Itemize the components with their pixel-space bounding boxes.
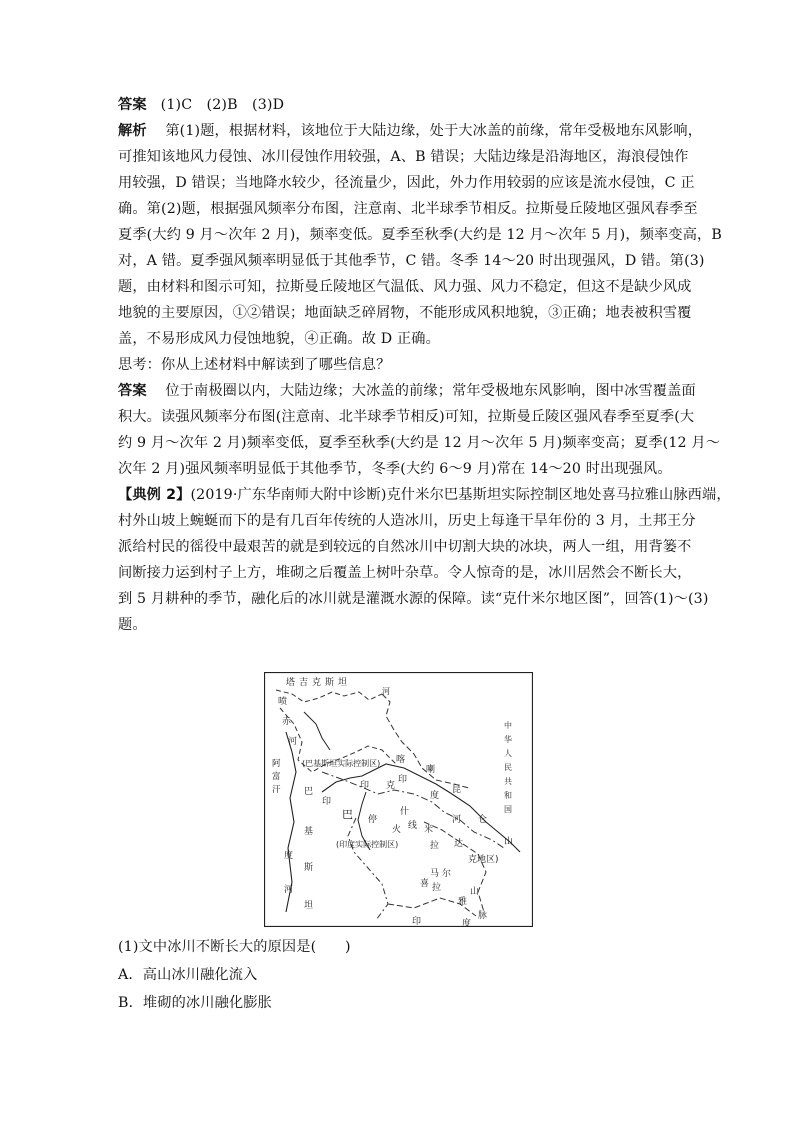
label-kelamu-1: 喀 xyxy=(396,755,406,765)
label-ting: 停 xyxy=(368,815,378,825)
label-afghan-1: 阿 xyxy=(272,759,281,769)
label-kunlun-2: 仑 xyxy=(478,815,488,825)
label-river-l: 河 xyxy=(382,687,390,696)
label-la: 拉 xyxy=(430,841,440,851)
label-shi: 什 xyxy=(400,807,410,817)
analysis-text: 第(1)题，根据材料，该地位于大陆边缘，处于大冰盖的前缘，常年受极地东风影响， xyxy=(165,123,703,139)
label-yin-he-1: 印 xyxy=(322,797,332,807)
label-china-5: 共 xyxy=(504,777,512,786)
label-kunlun-3: 山 xyxy=(504,837,514,847)
label-tajikistan: 塔吉克斯坦 xyxy=(286,678,352,688)
analysis-line: 题，由材料和图示可知，拉斯曼丘陵地区气温低、风力强、风力不稳定，但这不是缺少风成 xyxy=(118,279,692,295)
label-india-bottom: 印 xyxy=(412,917,422,927)
label-mi: 米 xyxy=(424,825,434,835)
label-pen-3: 河 xyxy=(288,737,298,747)
label-er: 尔 xyxy=(442,869,452,879)
label-huo: 火 xyxy=(392,825,402,835)
question-stem: (1)文中冰川不断长大的原因是( ) xyxy=(118,939,351,955)
label-afghan-3: 汗 xyxy=(272,785,281,795)
analysis-line: 可推知该地风力侵蚀、冰川侵蚀作用较强，A、B 错误；大陆边缘是沿海地区，海浪侵蚀作 xyxy=(118,149,689,165)
answer2-line: 约 9 月～次年 2 月)频率变低，夏季至秋季(大约是 12 月～次年 5 月)频率变高；夏季(12 月～ xyxy=(118,435,721,451)
label-mai: 脉 xyxy=(478,911,488,921)
example-line: 派给村民的徭役中最艰苦的就是到较远的自然冰川中切割大块的冰块，两人一组，用背篓不 xyxy=(118,539,692,555)
analysis-line xyxy=(118,119,703,143)
example-text: (2019·广东华南师大附中诊断)克什米尔巴基斯坦实际控制区地处喜马拉雅山脉西端， xyxy=(190,487,731,503)
label-shan: 山 xyxy=(470,887,480,897)
label-la2: 拉 xyxy=(432,883,442,893)
kashmir-map xyxy=(264,672,533,927)
analysis-line: 确。第(2)题，根据强风频率分布图，注意南、北半球季节相反。拉斯曼丘陵地区强风春季至 xyxy=(118,201,698,217)
label-china-4: 民 xyxy=(504,763,512,772)
answer2-line xyxy=(118,379,696,403)
option-a: A．高山冰川融化流入 xyxy=(118,967,258,983)
label-pok: (巴基斯坦实际控制区) xyxy=(302,759,381,768)
analysis-line: 用较强，D 错误；当地降水较少，径流量少，因此，外力作用较弱的应该是流水侵蚀，C 正 xyxy=(118,175,695,191)
analysis-line: 地貌的主要原因，①②错误；地面缺乏碎屑物，不能形成风积地貌，③正确；地表被积雪覆 xyxy=(118,305,692,321)
answer2-text: 位于南极圈以内，大陆边缘；大冰盖的前缘；常年受极地东风影响，图中冰雪覆盖面 xyxy=(165,383,696,399)
label-ik: (印度实际控制区) xyxy=(336,840,399,849)
label-ke: 克 xyxy=(386,781,396,791)
label-he-2: 河 xyxy=(284,885,294,895)
map-frame xyxy=(265,673,533,927)
answer2-line: 次年 2 月)强风频率明显低于其他季节，冬季(大约 6～9 月)常在 14～20 时出现强风。 xyxy=(118,461,672,477)
option-b: B．堆砌的冰川融化膨胀 xyxy=(118,995,272,1011)
label-pak-3: 斯 xyxy=(304,863,314,873)
example-line xyxy=(118,483,731,507)
label-china-6: 和 xyxy=(504,791,512,800)
label-kelamu-2: 喇 xyxy=(426,765,436,775)
example-line: 题。 xyxy=(118,617,147,633)
label-pa: 巴 xyxy=(342,808,353,821)
label-he: 河 xyxy=(452,815,462,825)
label-pak-4: 坦 xyxy=(304,901,314,911)
example-line: 到 5 月耕种的季节，融化后的冰川就是灌溉水源的保障。读“克什米尔地区图”，回答(1)～(3) xyxy=(118,591,709,607)
label-xian: 线 xyxy=(408,821,418,831)
label-du: 度 xyxy=(430,791,440,801)
analysis-line: 盖，不易形成风力侵蚀地貌，④正确。故 D 正确。 xyxy=(118,331,440,347)
label-du2: 度 xyxy=(462,919,472,927)
label-pen-1: 喷 xyxy=(278,697,288,707)
answer-label: 答案 xyxy=(118,97,147,113)
label-pak-2: 基 xyxy=(304,827,314,837)
label-china-7: 国 xyxy=(504,805,512,814)
label-china-1: 中 xyxy=(504,721,512,730)
analysis-line: 对，A 错。夏季强风频率明显低于其他季节，C 错。冬季 14～20 时出现强风，D 错。第(3) xyxy=(118,253,705,269)
example-label: 【典例 2】 xyxy=(118,487,191,503)
label-ladakh: 克地区) xyxy=(468,855,499,865)
answer-line-1 xyxy=(118,93,681,117)
label-xi: 喜 xyxy=(420,879,430,889)
label-ya: 雅 xyxy=(458,897,468,907)
analysis-line: 夏季(大约 9 月～次年 2 月)，频率变低。夏季至秋季(大约是 12 月～次年 5 月)，频率变高，B xyxy=(118,227,722,243)
example-line: 村外山坡上蜿蜒而下的是有几百年传统的人造冰川，历史上每逢干旱年份的 3 月，土邦王分 xyxy=(118,513,696,529)
analysis-label: 解析 xyxy=(118,123,147,139)
label-ma: 马 xyxy=(430,869,440,879)
label-kunlun-1: 昆 xyxy=(452,785,462,795)
label-da: 达 xyxy=(454,839,464,849)
label-yin2: 印 xyxy=(360,781,370,791)
thinking-line: 思考：你从上述材料中解读到了哪些信息？ xyxy=(118,357,391,373)
answer-text: (1)C (2)B (3)D xyxy=(160,97,285,113)
label-afghan-2: 富 xyxy=(272,772,281,782)
label-du-3: 度 xyxy=(284,851,294,861)
answer2-line: 积大。读强风频率分布图(注意南、北半球季节相反)可知，拉斯曼丘陵区强风春季至夏季(大 xyxy=(118,409,695,425)
example-line: 间断接力运到村子上方，堆砌之后覆盖上树叶杂草。令人惊奇的是，冰川居然会不断长大， xyxy=(118,565,692,581)
label-pak-1: 巴 xyxy=(304,787,314,797)
label-india-top: 印 xyxy=(398,775,408,785)
label-pen-2: 赤 xyxy=(282,717,292,727)
label-china-2: 华 xyxy=(504,735,512,744)
label-china-3: 人 xyxy=(504,749,512,758)
answer2-label: 答案 xyxy=(118,383,147,399)
